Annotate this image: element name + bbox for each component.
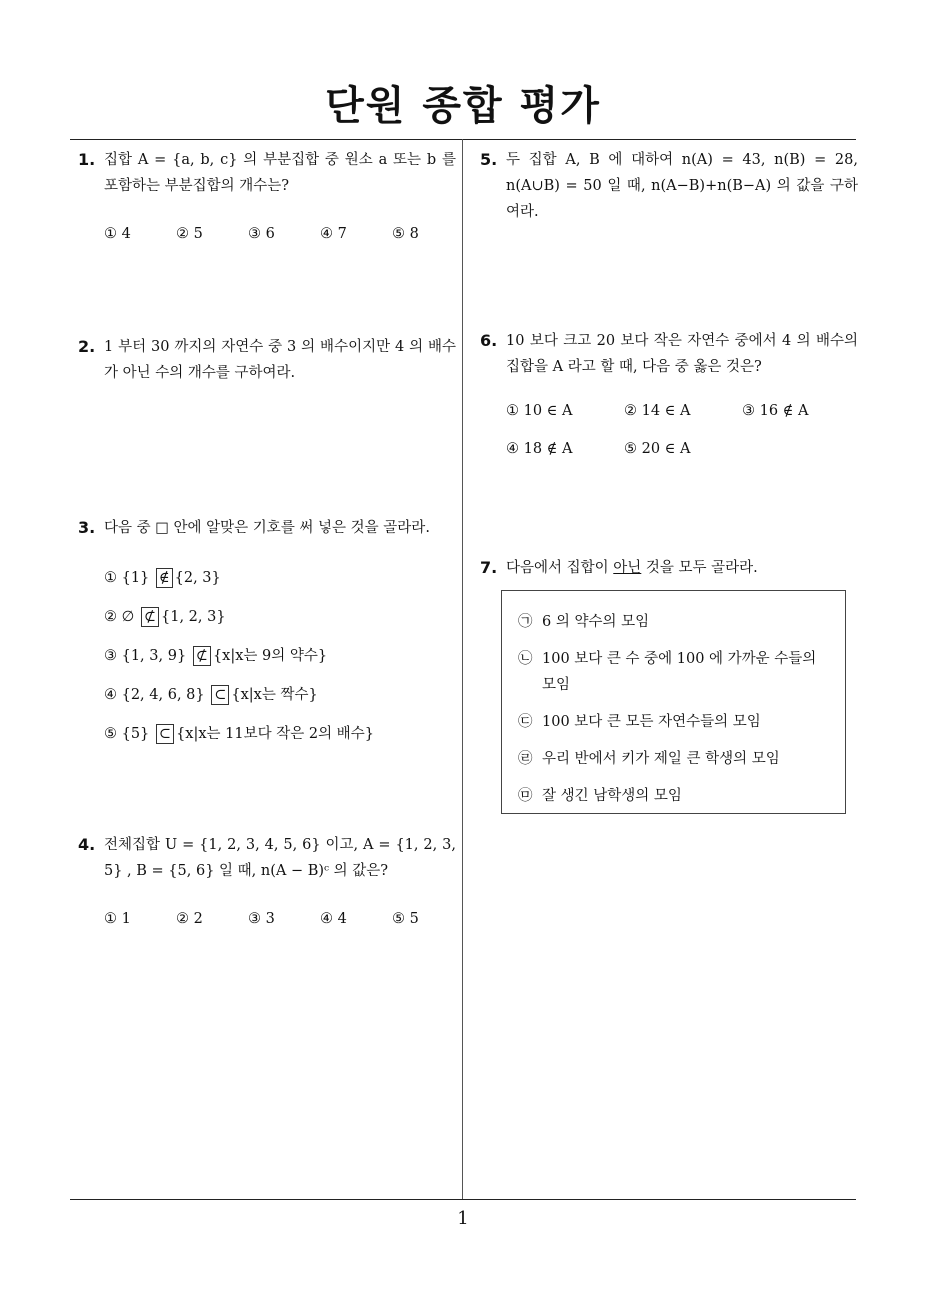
choice-mark: ④ (104, 687, 117, 703)
question-6 (480, 328, 858, 462)
option-text: 우리 반에서 키가 제일 큰 학생의 모임 (542, 751, 780, 767)
choice-mark: ① (104, 570, 117, 586)
question-number: 4. (78, 835, 96, 854)
choice-mark: ⑤ (104, 726, 117, 742)
question-number: 7. (480, 558, 498, 577)
footer-rule (70, 1199, 856, 1200)
choice-mark: ③ (104, 648, 117, 664)
choice-left-set: {5} (121, 726, 150, 742)
choice-5[interactable]: ⑤ 8 (392, 226, 419, 242)
choice-5[interactable] (104, 715, 456, 754)
question-text: 전체집합 U = {1, 2, 3, 4, 5, 6} 이고, A = {1, 2, 3, 5} , B = {5, 6} 일 때, n(A − B)ᶜ 의 값은? (104, 837, 456, 879)
boxed-symbol: ⊄ (141, 607, 159, 627)
question-2 (78, 334, 456, 386)
option-mark: ㉣ (518, 751, 533, 767)
option-item[interactable] (518, 746, 833, 772)
choice-4[interactable]: ④ 18 ∉ A (506, 441, 573, 457)
choice-left-set: {1, 3, 9} (121, 648, 187, 664)
choice-2[interactable]: ② 2 (176, 911, 203, 927)
option-text: 100 보다 큰 수 중에 100 에 가까운 수들의 모임 (542, 651, 817, 693)
choice-left-set: ∅ (121, 609, 135, 625)
question-text-underlined: 아닌 (613, 560, 642, 576)
choice-3[interactable]: ③ 16 ∉ A (742, 403, 809, 419)
boxed-symbol: ⊄ (193, 646, 211, 666)
choice-5[interactable]: ⑤ 5 (392, 911, 419, 927)
header-rule (70, 139, 856, 140)
choice-right-set: {1, 2, 3} (161, 609, 226, 625)
option-mark: ㉢ (518, 714, 533, 730)
question-text: 다음 중 □ 안에 알맞은 기호를 써 넣은 것을 골라라. (104, 520, 430, 536)
choice-right-set: {x|x는 9의 약수} (212, 648, 328, 664)
question-number: 6. (480, 331, 498, 350)
option-text: 6 의 약수의 모임 (542, 614, 650, 630)
options-box (501, 590, 846, 814)
column-divider (462, 139, 463, 1199)
question-number: 5. (480, 150, 498, 169)
option-item[interactable] (518, 609, 833, 635)
question-1 (78, 147, 456, 247)
choice-3[interactable]: ③ 6 (248, 226, 275, 242)
option-mark: ㉤ (518, 788, 533, 804)
choice-right-set: {2, 3} (174, 570, 221, 586)
question-4 (78, 832, 456, 932)
choice-5[interactable]: ⑤ 20 ∈ A (624, 441, 691, 457)
choice-right-set: {x|x는 짝수} (231, 687, 318, 703)
question-text: 집합 A = {a, b, c} 의 부분집합 중 원소 a 또는 b 를 포함하는 부분집합의 개수는? (104, 152, 456, 194)
choice-2[interactable] (104, 598, 456, 637)
question-number: 2. (78, 337, 96, 356)
option-item[interactable] (518, 646, 833, 698)
question-5 (480, 147, 858, 225)
option-mark: ㉡ (518, 651, 533, 667)
question-3 (78, 515, 456, 754)
page-number: 1 (457, 1208, 469, 1229)
choice-3[interactable] (104, 637, 456, 676)
boxed-symbol: ∉ (156, 568, 173, 588)
question-number: 1. (78, 150, 96, 169)
question-text: 10 보다 크고 20 보다 작은 자연수 중에서 4 의 배수의 집합을 A 라고 할 때, 다음 중 옳은 것은? (506, 333, 858, 375)
question-text-before: 다음에서 집합이 (506, 560, 614, 576)
choice-1[interactable]: ① 1 (104, 911, 131, 927)
option-item[interactable] (518, 783, 833, 809)
boxed-symbol: ⊂ (211, 685, 229, 705)
choice-4[interactable]: ④ 7 (320, 226, 347, 242)
option-text: 100 보다 큰 모든 자연수들의 모임 (542, 714, 761, 730)
option-item[interactable] (518, 709, 833, 735)
question-text-after: 것을 모두 골라라. (641, 560, 758, 576)
choice-mark: ② (104, 609, 117, 625)
page-title: 단원 종합 평가 (325, 83, 601, 129)
choice-4[interactable] (104, 676, 456, 715)
boxed-symbol: ⊂ (156, 724, 174, 744)
choice-1[interactable] (104, 559, 456, 598)
option-text: 잘 생긴 남학생의 모임 (542, 788, 682, 804)
question-text: 두 집합 A, B 에 대하여 n(A) = 43, n(B) = 28, n(A∪B) = 50 일 때, n(A−B)+n(B−A) 의 값을 구하여라. (506, 152, 858, 220)
choice-2[interactable]: ② 14 ∈ A (624, 403, 691, 419)
choice-1[interactable]: ① 10 ∈ A (506, 403, 573, 419)
choice-left-set: {2, 4, 6, 8} (121, 687, 205, 703)
question-7 (480, 555, 858, 581)
choice-4[interactable]: ④ 4 (320, 911, 347, 927)
question-text: 1 부터 30 까지의 자연수 중 3 의 배수이지만 4 의 배수가 아닌 수의 개수를 구하여라. (104, 339, 456, 381)
choice-3[interactable]: ③ 3 (248, 911, 275, 927)
option-mark: ㉠ (518, 614, 533, 630)
choice-right-set: {x|x는 11보다 작은 2의 배수} (176, 726, 374, 742)
choice-1[interactable]: ① 4 (104, 226, 131, 242)
choice-2[interactable]: ② 5 (176, 226, 203, 242)
choice-left-set: {1} (121, 570, 150, 586)
question-number: 3. (78, 518, 96, 537)
